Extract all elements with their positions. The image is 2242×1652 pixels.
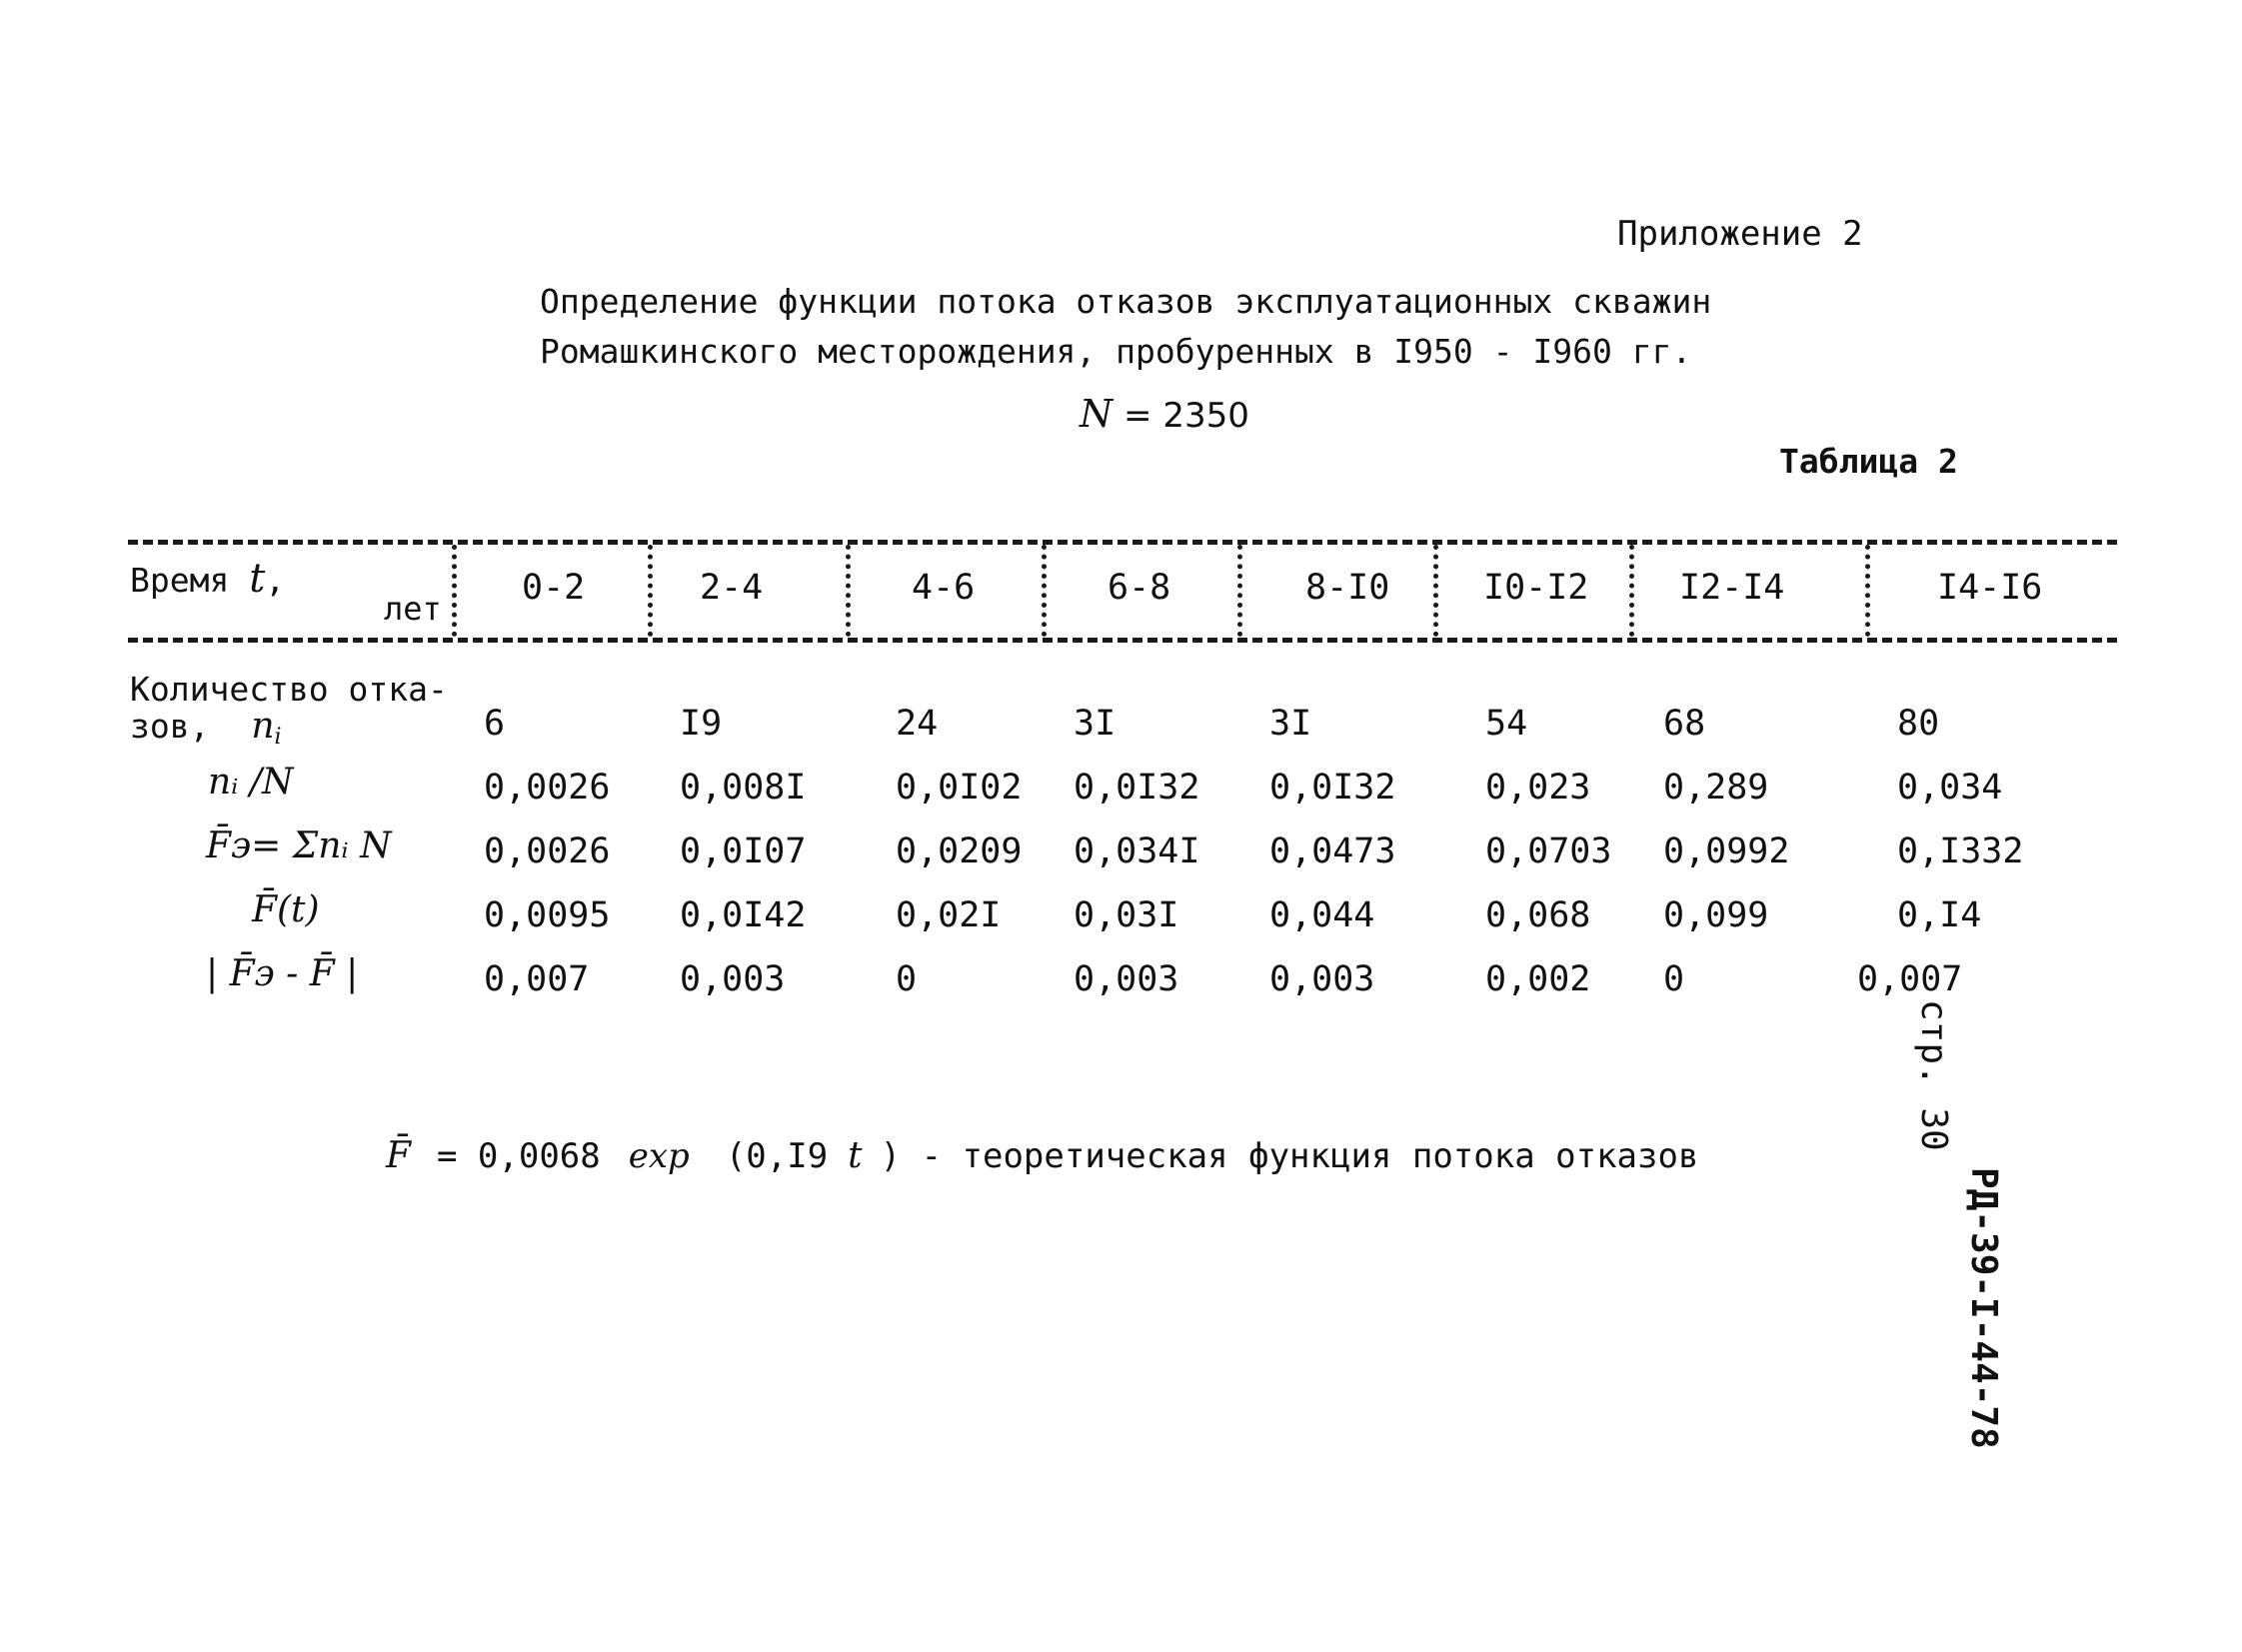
empirical-function-cell: 0,0026 (484, 831, 611, 871)
ratio-cell: 0,0026 (484, 768, 611, 808)
failures-label-text: зов, (130, 707, 210, 746)
appendix-label: Приложение 2 (1617, 214, 1863, 254)
difference-cell: 0,007 (1857, 959, 1963, 999)
failures-cell: I9 (680, 704, 723, 744)
years-unit-label: лет (384, 590, 442, 628)
column-separator (846, 545, 851, 637)
table-label: Таблица 2 (1779, 442, 1958, 481)
column-separator (1433, 545, 1438, 637)
difference-cell: 0,003 (1269, 959, 1375, 999)
empirical-function-cell: 0,0I07 (680, 831, 807, 871)
difference-cell: 0,007 (484, 959, 590, 999)
empirical-function-cell: 0,0703 (1485, 831, 1612, 871)
theoretical-function-cell: 0,044 (1269, 895, 1375, 935)
column-separator (648, 545, 653, 637)
column-separator (1237, 545, 1242, 637)
ratio-row-label: nᵢ /N (208, 762, 294, 803)
failures-cell: 80 (1897, 704, 1940, 744)
interval-header: I2-I4 (1679, 568, 1785, 608)
page-number: стр. 30 (1913, 999, 1954, 1151)
difference-row-label: | F̄э - F̄ | (206, 953, 359, 994)
ratio-cell: 0,034 (1897, 768, 2003, 808)
column-separator (1042, 545, 1047, 637)
theoretical-function-row-label: F̄(t) (252, 889, 320, 930)
interval-header: 4-6 (912, 568, 976, 608)
difference-cell: 0 (896, 959, 918, 999)
difference-cell: 0,003 (680, 959, 786, 999)
formula-f-symbol: F̄ (386, 1135, 411, 1176)
time-label-text: Время (130, 561, 250, 600)
failures-cell: 3I (1074, 704, 1117, 744)
n-value: = 2350 (1113, 396, 1249, 436)
interval-header: 2-4 (700, 568, 764, 608)
formula-exp: exp (628, 1136, 690, 1176)
theoretical-function-cell: 0,03I (1074, 895, 1179, 935)
theoretical-function-cell: 0,I4 (1897, 895, 1982, 935)
formula-t-symbol: t (848, 1135, 863, 1176)
failures-cell: 3I (1269, 704, 1312, 744)
theoretical-function-cell: 0,02I (896, 895, 1002, 935)
column-separator (1629, 545, 1634, 637)
ratio-cell: 0,023 (1485, 768, 1591, 808)
difference-cell: 0,002 (1485, 959, 1591, 999)
column-separator (1865, 545, 1870, 637)
document-code: РД-39-I-44-78 (1963, 1167, 2004, 1449)
empirical-function-row-label: F̄э= Σnᵢ N (206, 826, 392, 866)
interval-header: 6-8 (1108, 568, 1171, 608)
failures-symbol-subscript: i (274, 725, 282, 750)
difference-cell: 0 (1663, 959, 1685, 999)
empirical-function-cell: 0,034I (1074, 831, 1200, 871)
table-header-top-rule (128, 540, 2117, 545)
formula-description: ) - теоретическая функция потока отказов (880, 1136, 1699, 1176)
failures-cell: 6 (484, 704, 506, 744)
ratio-cell: 0,0I02 (896, 768, 1023, 808)
interval-header: I4-I6 (1937, 568, 2043, 608)
failures-symbol: n (251, 706, 275, 747)
theoretical-function-cell: 0,0I42 (680, 895, 807, 935)
empirical-function-cell: 0,0209 (896, 831, 1023, 871)
ratio-cell: 0,008I (680, 768, 807, 808)
table-header-bottom-rule (128, 638, 2117, 643)
column-separator (452, 545, 457, 637)
empirical-function-cell: 0,0992 (1663, 831, 1790, 871)
empirical-function-cell: 0,I332 (1897, 831, 2024, 871)
theoretical-formula (386, 1135, 1698, 1176)
theoretical-function-cell: 0,0095 (484, 895, 611, 935)
formula-coefficient: = 0,0068 (436, 1136, 601, 1176)
failures-label-line1: Количество отка- (130, 670, 448, 709)
ratio-cell: 0,0I32 (1074, 768, 1200, 808)
document-title-line1: Определение функции потока отказов эксплуатационных скважин (540, 282, 1712, 321)
empirical-function-cell: 0,0473 (1269, 831, 1396, 871)
time-header-label (130, 556, 285, 602)
theoretical-function-cell: 0,099 (1663, 895, 1769, 935)
interval-header: 0-2 (522, 568, 586, 608)
interval-header: 8-I0 (1305, 568, 1390, 608)
ratio-cell: 0,0I32 (1269, 768, 1396, 808)
formula-argument: (0,I9 (725, 1136, 829, 1176)
document-title-line2: Ромашкинского месторождения, пробуренных в I950 - I960 гг. (540, 332, 1692, 371)
time-symbol: t (249, 556, 266, 602)
sample-size (1080, 392, 1249, 436)
failures-cell: 68 (1663, 704, 1706, 744)
failures-label-line2 (130, 706, 282, 750)
theoretical-function-cell: 0,068 (1485, 895, 1591, 935)
interval-header: I0-I2 (1483, 568, 1589, 608)
ratio-cell: 0,289 (1663, 768, 1769, 808)
failures-cell: 54 (1485, 704, 1528, 744)
time-comma: , (265, 561, 286, 600)
failures-cell: 24 (896, 704, 939, 744)
difference-cell: 0,003 (1074, 959, 1179, 999)
n-symbol: N (1080, 392, 1114, 436)
